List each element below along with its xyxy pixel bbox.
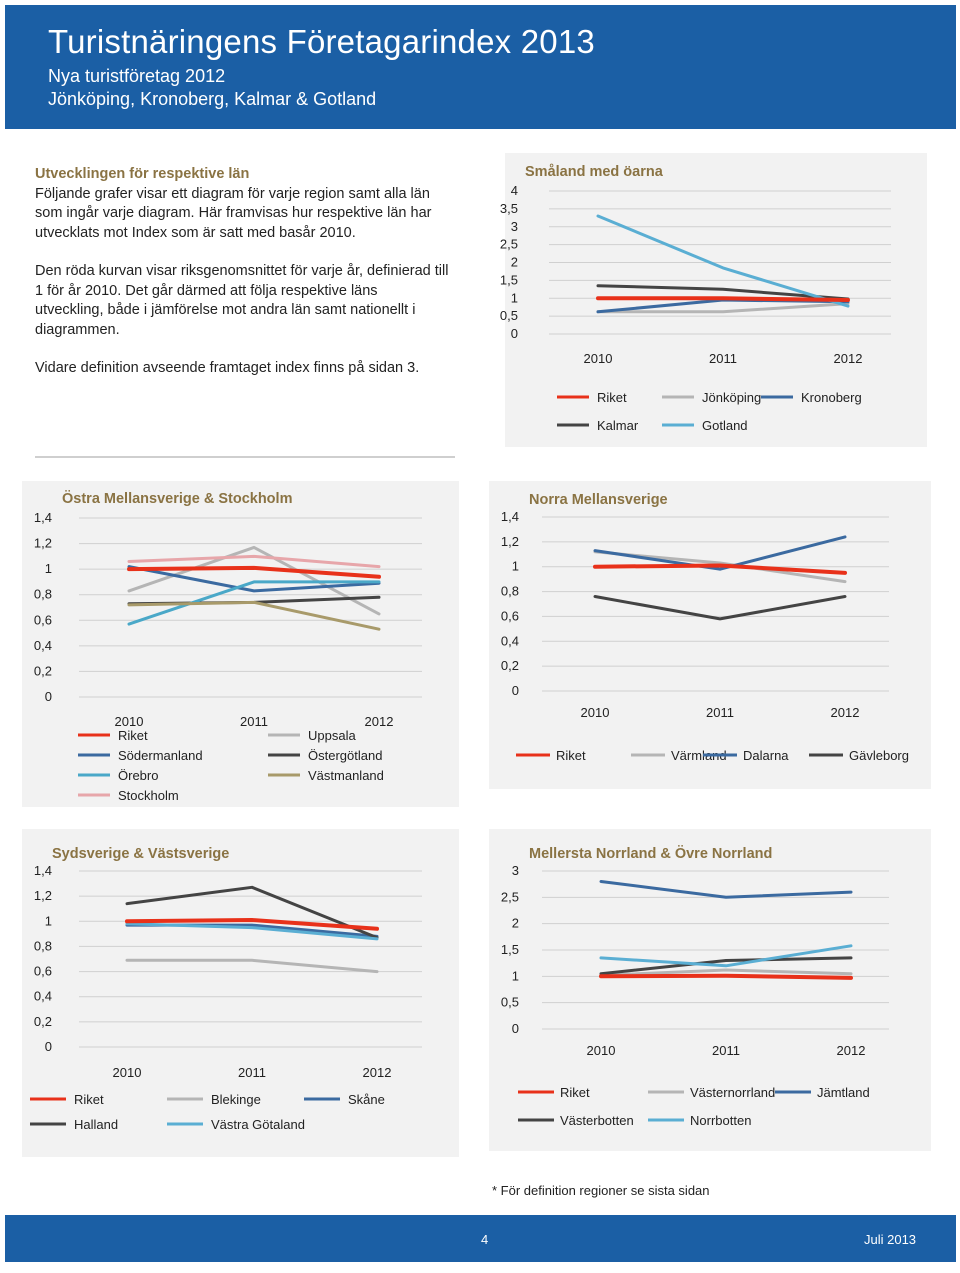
y-tick-label: 1 xyxy=(44,561,52,577)
intro-paragraph-3: Vidare definition avseende framtaget index finns på sidan 3. xyxy=(35,360,420,376)
y-tick-label: 0 xyxy=(511,683,519,698)
y-tick-label: 1,2 xyxy=(500,533,519,549)
y-tick-label: 1,4 xyxy=(33,510,52,525)
y-tick-label: 1,5 xyxy=(500,942,519,957)
legend-label: Riket xyxy=(118,728,148,743)
legend-label: Riket xyxy=(597,390,627,405)
y-tick-label: 0 xyxy=(44,689,52,704)
series-line-västmanland xyxy=(129,602,379,629)
chart-title: Östra Mellansverige & Stockholm xyxy=(62,491,293,507)
legend-label: Norrbotten xyxy=(690,1113,752,1128)
chart-svg xyxy=(489,829,931,1151)
y-tick-label: 1,2 xyxy=(33,888,52,904)
series-line-blekinge xyxy=(127,960,377,971)
y-tick-label: 0 xyxy=(44,1039,52,1054)
legend-label: Riket xyxy=(556,748,586,763)
x-tick-label: 2010 xyxy=(112,1065,142,1080)
legend-label: Östergötland xyxy=(308,748,383,763)
intro-text xyxy=(35,165,450,379)
legend-label: Örebro xyxy=(118,768,159,783)
series-line-stockholm xyxy=(129,556,379,566)
y-tick-label: 0,4 xyxy=(33,637,52,653)
footnote: * För definition regioner se sista sidan xyxy=(492,1183,710,1198)
page-title: Turistnäringens Företagarindex 2013 xyxy=(48,23,595,60)
y-tick-label: 0,5 xyxy=(499,308,518,324)
y-tick-label: 1 xyxy=(510,290,518,306)
chart-svg xyxy=(499,153,927,447)
intro-paragraph-1: Följande grafer visar ett diagram för varje region samt alla län som ingår varje diagram. Här framvisas hur respektive län har utvecklats mot Index som är satt med basår 2010. xyxy=(35,185,432,241)
section-divider xyxy=(35,456,455,458)
x-tick-label: 2010 xyxy=(586,1043,616,1058)
chart-norra-mellansverige xyxy=(489,481,931,789)
y-tick-label: 0,6 xyxy=(500,608,519,624)
y-tick-label: 3,5 xyxy=(499,200,518,216)
series-line-riket xyxy=(598,298,848,300)
y-tick-label: 0,4 xyxy=(500,633,519,649)
y-tick-label: 2 xyxy=(511,915,519,931)
y-tick-label: 1,2 xyxy=(33,535,52,551)
chart-title: Småland med öarna xyxy=(525,164,663,180)
chart-svg xyxy=(489,481,931,789)
chart-sydsverige xyxy=(22,829,459,1157)
footer-date: Juli 2013 xyxy=(864,1232,917,1247)
legend-label: Jämtland xyxy=(817,1085,870,1100)
legend-label: Riket xyxy=(560,1085,590,1100)
legend-label: Värmland xyxy=(671,748,727,763)
chart-svg xyxy=(22,481,459,807)
legend-label: Västra Götaland xyxy=(211,1117,305,1132)
legend-label: Riket xyxy=(74,1092,104,1107)
x-tick-label: 2011 xyxy=(240,714,268,729)
y-tick-label: 3 xyxy=(510,218,518,234)
x-tick-label: 2012 xyxy=(833,351,863,366)
x-tick-label: 2012 xyxy=(830,705,860,720)
chart-smaland xyxy=(499,153,927,447)
series-line-riket xyxy=(601,976,851,978)
legend-label: Gävleborg xyxy=(849,748,909,763)
y-tick-label: 0,2 xyxy=(33,663,52,679)
legend-label: Jönköping xyxy=(702,390,762,405)
legend-label: Blekinge xyxy=(211,1092,261,1107)
series-line-jämtland xyxy=(601,882,851,898)
y-tick-label: 0,5 xyxy=(500,994,519,1010)
y-tick-label: 1 xyxy=(511,558,519,574)
x-tick-label: 2011 xyxy=(238,1065,266,1080)
y-tick-label: 0,8 xyxy=(500,583,519,599)
series-line-gotland xyxy=(598,216,848,306)
y-tick-label: 0,8 xyxy=(33,938,52,954)
y-tick-label: 0 xyxy=(510,326,518,341)
chart-title: Norra Mellansverige xyxy=(529,492,668,508)
x-tick-label: 2010 xyxy=(583,351,613,366)
chart-norrland xyxy=(489,829,931,1151)
page-subtitle: Nya turistföretag 2012 xyxy=(48,66,226,86)
y-tick-label: 1 xyxy=(44,913,52,929)
series-line-gävleborg xyxy=(595,597,845,619)
legend-label: Södermanland xyxy=(118,748,203,763)
chart-title: Mellersta Norrland & Övre Norrland xyxy=(529,846,773,862)
y-tick-label: 1,5 xyxy=(499,272,518,288)
y-tick-label: 0,2 xyxy=(33,1013,52,1029)
x-tick-label: 2011 xyxy=(709,351,737,366)
y-tick-label: 2,5 xyxy=(500,889,519,905)
y-tick-label: 0 xyxy=(511,1021,519,1036)
page-region-subtitle: Jönköping, Kronoberg, Kalmar & Gotland xyxy=(48,89,377,109)
y-tick-label: 4 xyxy=(510,183,518,198)
y-tick-label: 0,6 xyxy=(33,612,52,628)
x-tick-label: 2011 xyxy=(706,705,734,720)
y-tick-label: 0,6 xyxy=(33,963,52,979)
x-tick-label: 2010 xyxy=(580,705,610,720)
x-tick-label: 2010 xyxy=(114,714,144,729)
y-tick-label: 3 xyxy=(511,863,519,878)
intro-heading: Utvecklingen för respektive län xyxy=(35,166,250,182)
x-tick-label: 2012 xyxy=(836,1043,866,1058)
page-header xyxy=(5,5,956,129)
y-tick-label: 2,5 xyxy=(499,236,518,252)
x-tick-label: 2011 xyxy=(712,1043,740,1058)
y-tick-label: 1 xyxy=(511,968,519,984)
legend-label: Dalarna xyxy=(743,748,789,763)
legend-label: Skåne xyxy=(348,1092,385,1107)
y-tick-label: 0,4 xyxy=(33,988,52,1004)
y-tick-label: 0,2 xyxy=(500,658,519,674)
series-line-halland xyxy=(127,887,377,937)
y-tick-label: 1,4 xyxy=(500,509,519,524)
chart-title: Sydsverige & Västsverige xyxy=(52,846,230,862)
series-line-norrbotten xyxy=(601,946,851,966)
x-tick-label: 2012 xyxy=(362,1065,392,1080)
intro-paragraph-2: Den röda kurvan visar riksgenomsnittet för varje år, definierad till 1 för år 2010. Det går därmed att följa respektive läns utveckling, både i jämförelse mot andra län samt nationellt i diagrammen. xyxy=(35,263,449,338)
legend-label: Västmanland xyxy=(308,768,384,783)
page-footer xyxy=(5,1215,956,1262)
legend-label: Västerbotten xyxy=(560,1113,634,1128)
chart-ostra-mellansverige xyxy=(22,481,459,807)
page-number: 4 xyxy=(481,1232,489,1247)
y-tick-label: 2 xyxy=(510,254,518,270)
legend-label: Uppsala xyxy=(308,728,356,743)
legend-label: Kalmar xyxy=(597,418,639,433)
legend-label: Stockholm xyxy=(118,788,179,803)
y-tick-label: 0,8 xyxy=(33,586,52,602)
legend-label: Halland xyxy=(74,1117,119,1132)
legend-label: Gotland xyxy=(702,418,748,433)
legend-label: Kronoberg xyxy=(801,390,862,405)
x-tick-label: 2012 xyxy=(364,714,394,729)
y-tick-label: 1,4 xyxy=(33,863,52,878)
chart-svg xyxy=(22,829,459,1157)
legend-label: Västernorrland xyxy=(690,1085,776,1100)
